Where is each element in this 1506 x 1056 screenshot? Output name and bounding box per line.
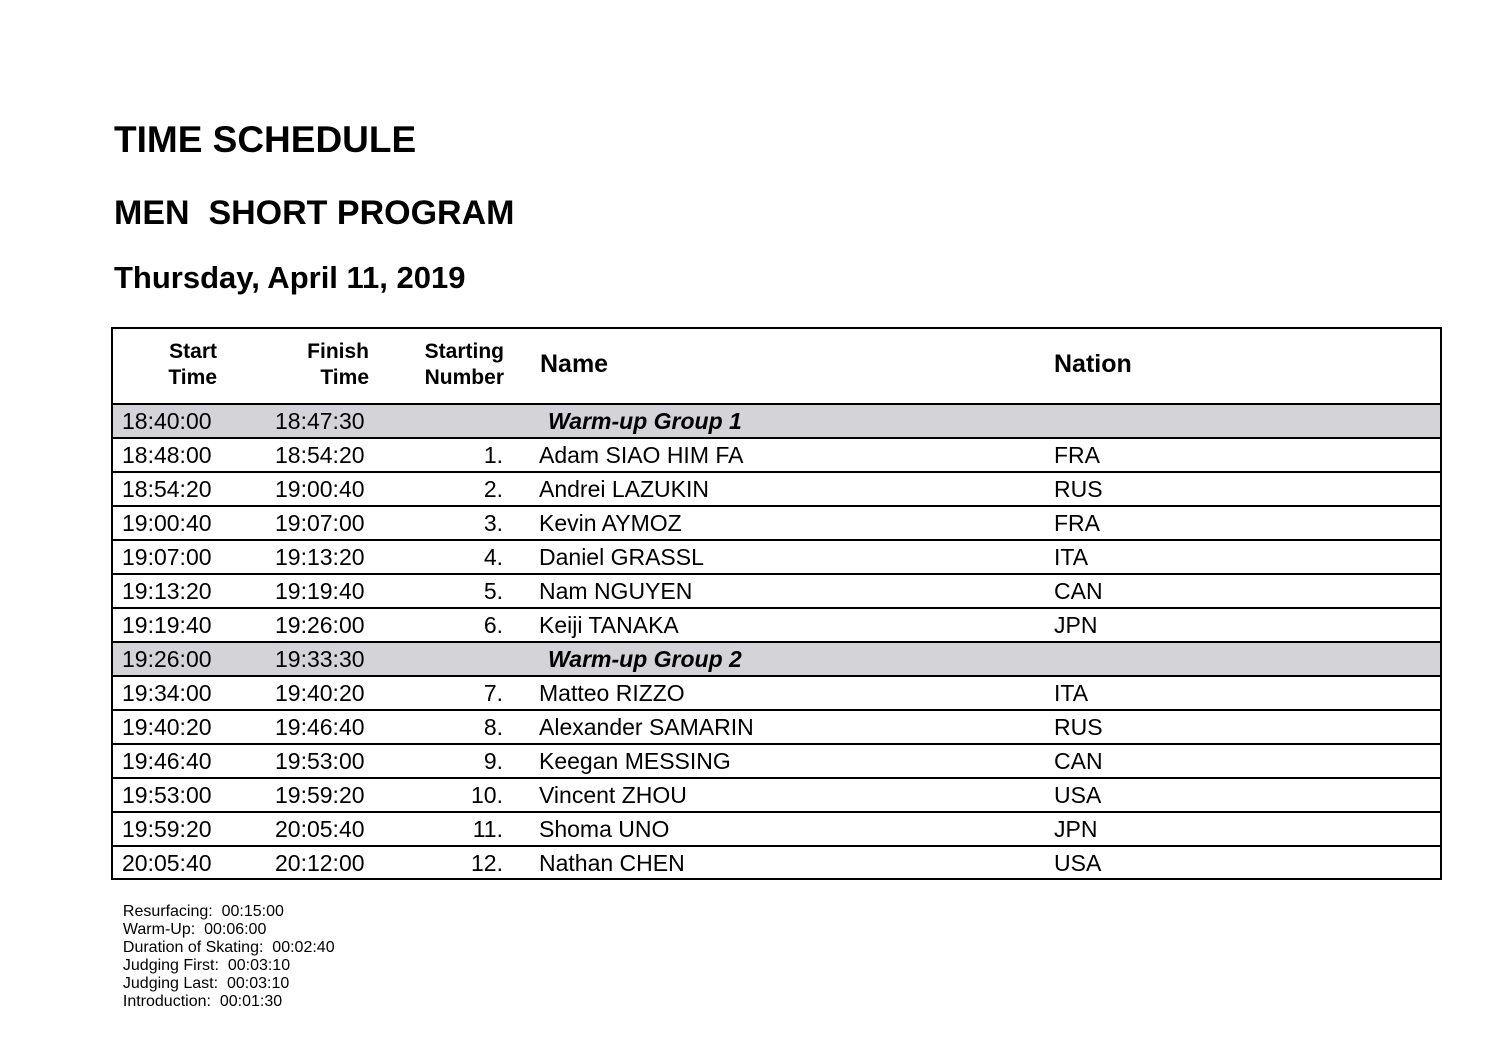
start-time: 19:19:40 xyxy=(122,612,212,638)
start-time: 18:48:00 xyxy=(122,442,212,468)
start-time: 19:13:20 xyxy=(122,578,212,604)
time-schedule-table xyxy=(111,327,1442,880)
skater-name: Nam NGUYEN xyxy=(539,578,693,604)
header-starting-number: Starting Number xyxy=(424,340,504,389)
table-row xyxy=(113,811,1440,845)
introduction-duration: Introduction: 00:01:30 xyxy=(122,993,283,1010)
starting-number: 3. xyxy=(483,510,503,536)
start-time: 19:26:00 xyxy=(122,646,212,672)
table-row xyxy=(113,777,1440,811)
starting-number: 7. xyxy=(483,680,503,706)
event-subtitle: MEN SHORT PROGRAM xyxy=(114,194,515,232)
judging-first-duration: Judging First: 00:03:10 xyxy=(122,957,291,974)
nation: RUS xyxy=(1054,476,1103,502)
skater-name: Nathan CHEN xyxy=(539,850,685,876)
timing-footer xyxy=(114,885,357,1011)
skating-duration: Duration of Skating: 00:02:40 xyxy=(122,939,335,956)
resurfacing-duration: Resurfacing: 00:15:00 xyxy=(122,903,284,920)
table-row xyxy=(113,539,1440,573)
table-row xyxy=(113,573,1440,607)
finish-time: 18:54:20 xyxy=(275,442,365,468)
starting-number: 2. xyxy=(483,476,503,502)
starting-number: 9. xyxy=(483,748,503,774)
nation: ITA xyxy=(1054,544,1089,570)
group-name: Warm-up Group 2 xyxy=(548,646,742,672)
start-time: 19:46:40 xyxy=(122,748,212,774)
table-row xyxy=(113,505,1440,539)
finish-time: 19:13:20 xyxy=(275,544,365,570)
header-finish-time: Finish Time xyxy=(307,340,369,389)
nation: USA xyxy=(1054,850,1102,876)
starting-number: 11. xyxy=(472,816,503,842)
document-title: TIME SCHEDULE xyxy=(114,119,417,160)
start-time: 18:54:20 xyxy=(122,476,212,502)
starting-number: 5. xyxy=(483,578,503,604)
table-row xyxy=(113,675,1440,709)
header-name: Name xyxy=(540,350,609,378)
judging-last-duration: Judging Last: 00:03:10 xyxy=(122,975,290,992)
start-time: 18:40:00 xyxy=(122,408,212,434)
start-time: 20:05:40 xyxy=(122,850,212,876)
skater-name: Matteo RIZZO xyxy=(539,680,685,706)
nation: JPN xyxy=(1054,816,1098,842)
skater-name: Alexander SAMARIN xyxy=(539,714,754,740)
starting-number: 10. xyxy=(471,782,503,808)
finish-time: 19:26:00 xyxy=(275,612,365,638)
skater-name: Adam SIAO HIM FA xyxy=(539,442,744,468)
skater-name: Keegan MESSING xyxy=(539,748,731,774)
finish-time: 19:07:00 xyxy=(275,510,365,536)
start-time: 19:34:00 xyxy=(122,680,212,706)
finish-time: 19:46:40 xyxy=(275,714,365,740)
finish-time: 19:53:00 xyxy=(275,748,365,774)
table-row xyxy=(113,437,1440,471)
start-time: 19:40:20 xyxy=(122,714,212,740)
nation: ITA xyxy=(1054,680,1089,706)
starting-number: 4. xyxy=(483,544,503,570)
start-time: 19:07:00 xyxy=(122,544,212,570)
start-time: 19:59:20 xyxy=(122,816,212,842)
nation: CAN xyxy=(1054,748,1103,774)
skater-name: Kevin AYMOZ xyxy=(539,510,682,536)
start-time: 19:53:00 xyxy=(122,782,212,808)
table-row xyxy=(113,743,1440,777)
warm-up-group-row xyxy=(113,641,1440,675)
nation: RUS xyxy=(1054,714,1103,740)
group-name: Warm-up Group 1 xyxy=(548,408,742,434)
finish-time: 20:12:00 xyxy=(275,850,365,876)
skater-name: Keiji TANAKA xyxy=(539,612,679,638)
header-nation: Nation xyxy=(1054,350,1132,378)
finish-time: 19:33:30 xyxy=(275,646,365,672)
table-row xyxy=(113,845,1440,879)
nation: JPN xyxy=(1054,612,1098,638)
table-body xyxy=(113,403,1440,879)
event-date: Thursday, April 11, 2019 xyxy=(114,260,466,295)
table-header-row xyxy=(113,329,1440,405)
finish-time: 19:40:20 xyxy=(275,680,365,706)
skater-name: Daniel GRASSL xyxy=(539,544,704,570)
finish-time: 19:59:20 xyxy=(275,782,365,808)
skater-name: Vincent ZHOU xyxy=(539,782,687,808)
starting-number: 8. xyxy=(483,714,503,740)
skater-name: Andrei LAZUKIN xyxy=(539,476,710,502)
start-time: 19:00:40 xyxy=(122,510,212,536)
nation: FRA xyxy=(1054,510,1100,536)
starting-number: 1. xyxy=(483,442,503,468)
warm-up-group-row xyxy=(113,403,1440,437)
finish-time: 18:47:30 xyxy=(275,408,365,434)
warm-up-duration: Warm-Up: 00:06:00 xyxy=(122,921,267,938)
table-row xyxy=(113,709,1440,743)
starting-number: 6. xyxy=(483,612,503,638)
header-start-time: Start Time xyxy=(168,340,217,389)
nation: CAN xyxy=(1054,578,1103,604)
finish-time: 19:19:40 xyxy=(275,578,365,604)
skater-name: Shoma UNO xyxy=(539,816,670,842)
nation: FRA xyxy=(1054,442,1100,468)
finish-time: 19:00:40 xyxy=(275,476,365,502)
table-row xyxy=(113,471,1440,505)
finish-time: 20:05:40 xyxy=(275,816,365,842)
starting-number: 12. xyxy=(471,850,503,876)
nation: USA xyxy=(1054,782,1102,808)
table-row xyxy=(113,607,1440,641)
